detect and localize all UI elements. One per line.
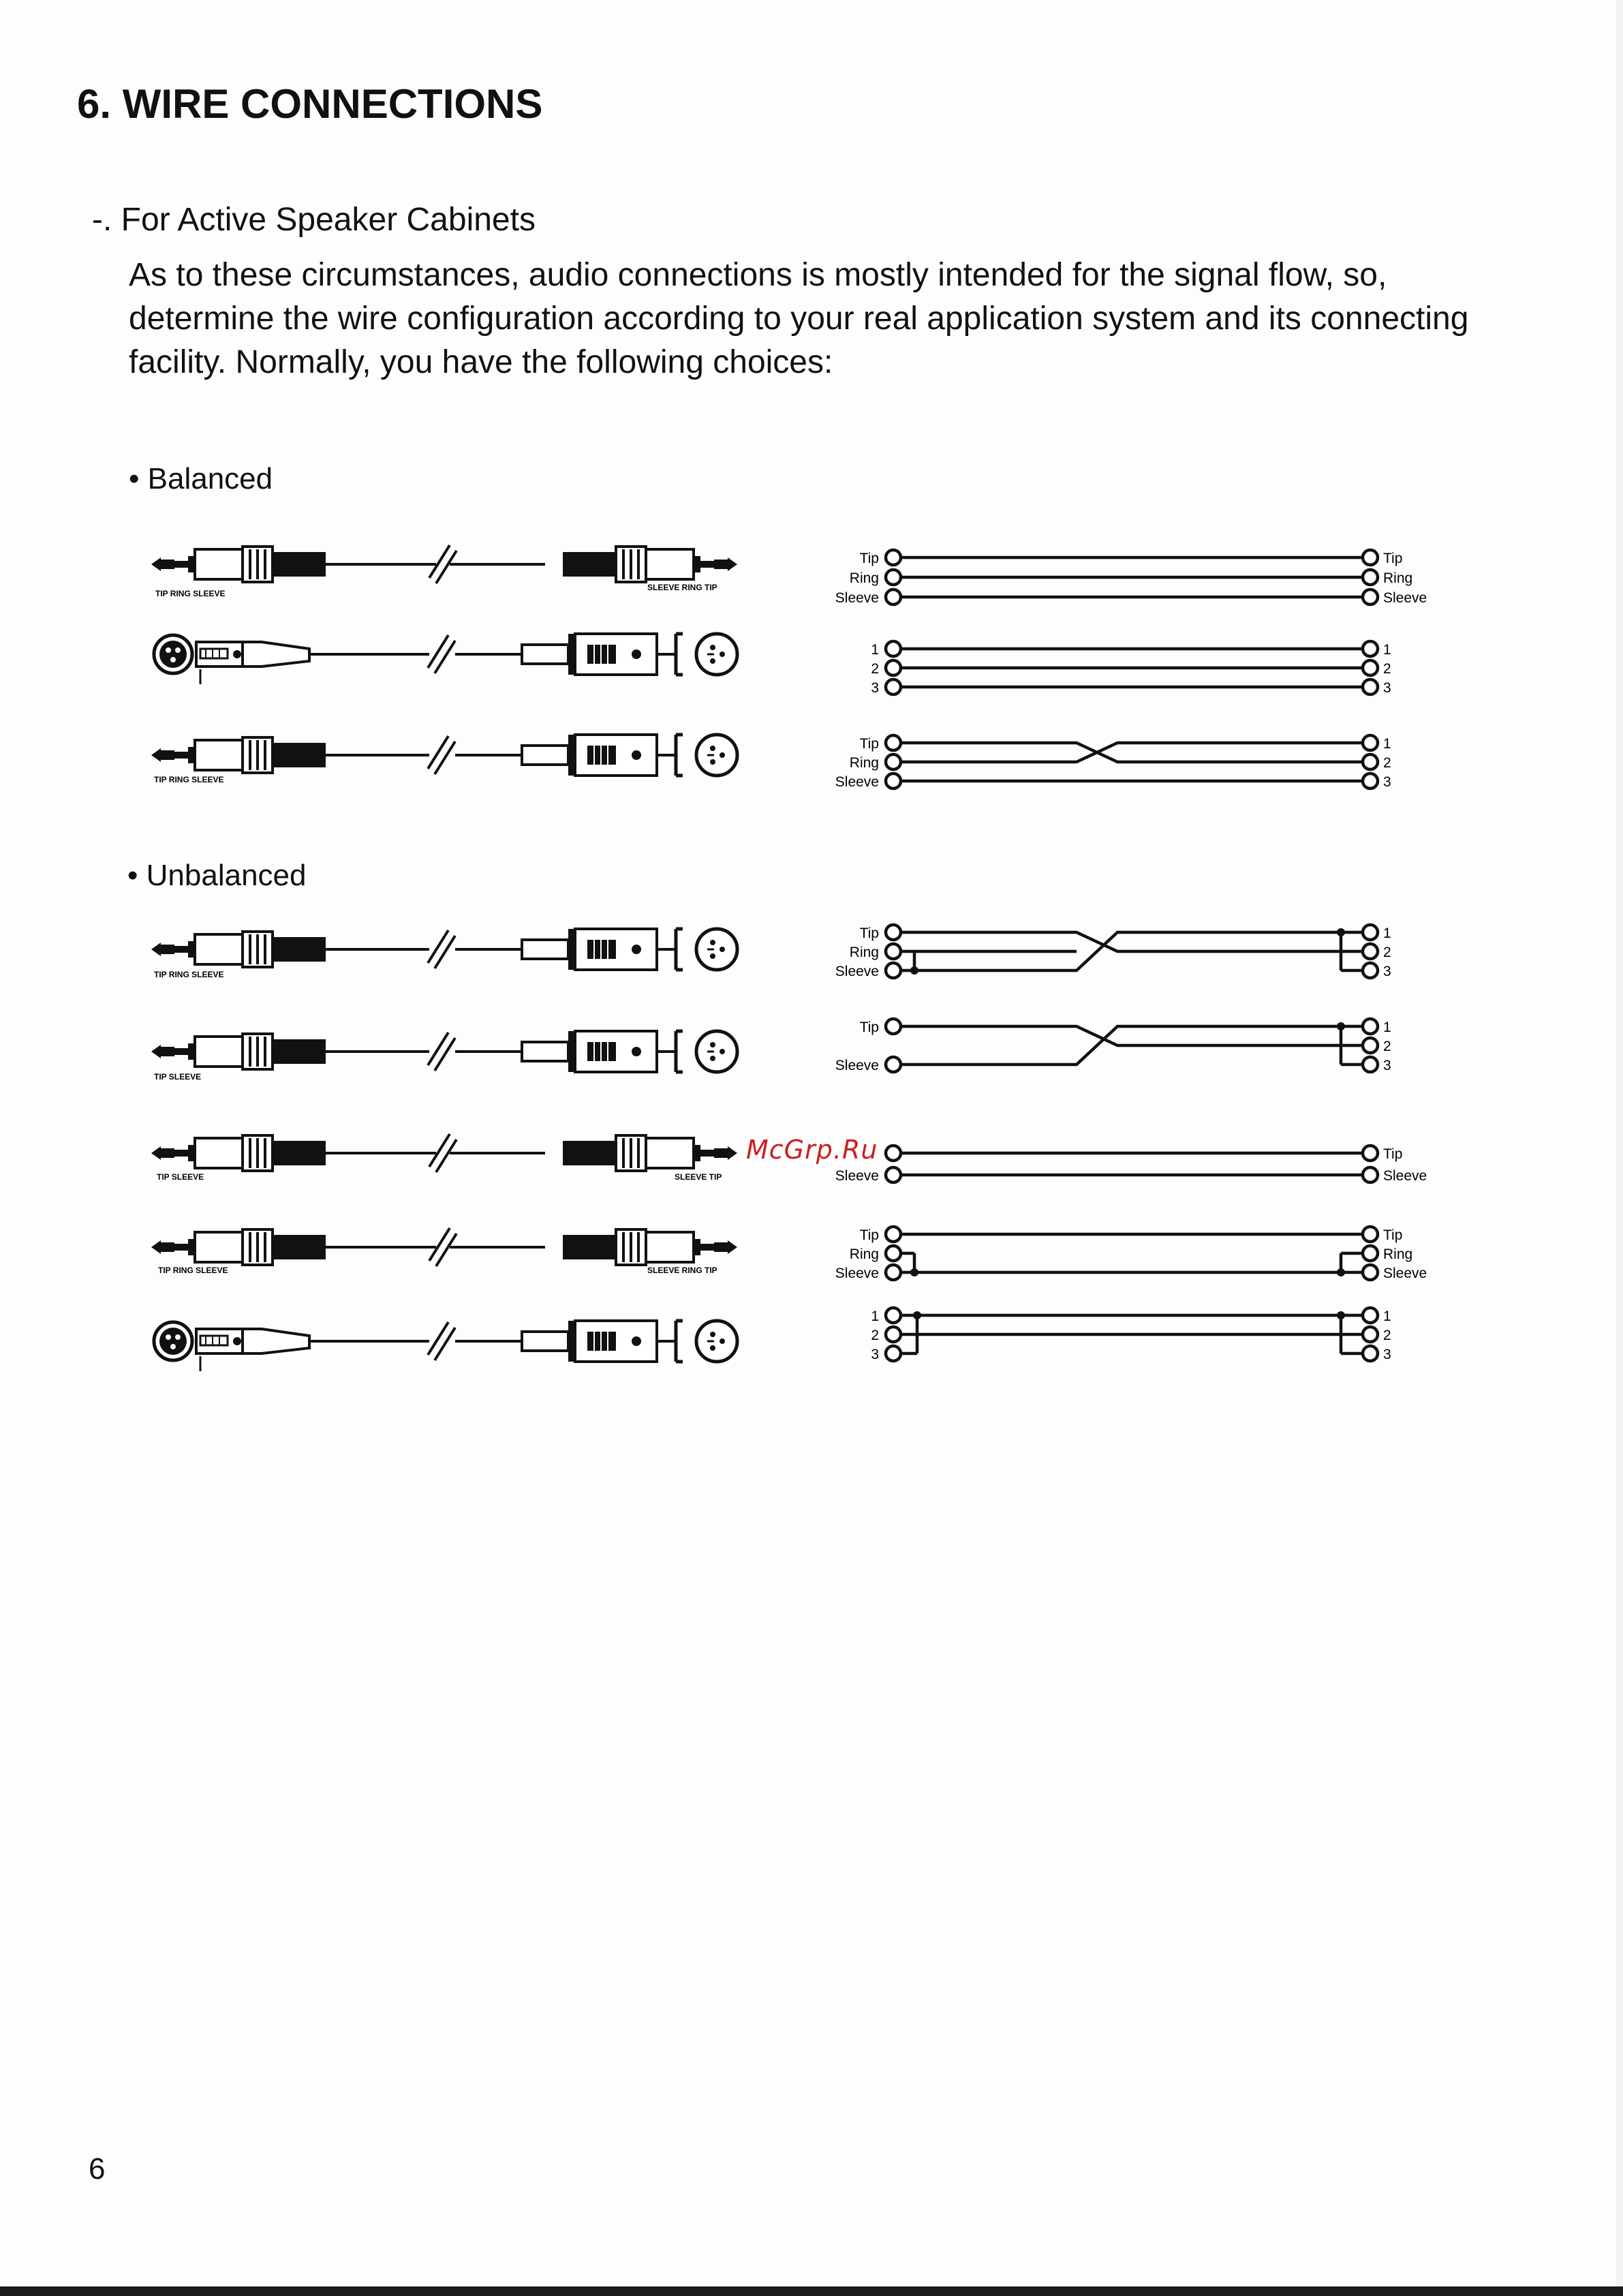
page-number: 6 — [89, 2152, 106, 2186]
wire-tip: Tip — [859, 736, 879, 752]
pin-2: 2 — [1383, 1328, 1391, 1343]
schematic-trs-trs — [901, 557, 1363, 597]
schematic-unbal-xlr-xlr — [901, 1315, 1363, 1353]
pin-1: 1 — [1383, 925, 1391, 941]
section-subtitle: -. For Active Speaker Cabinets — [92, 202, 536, 238]
pin-2: 2 — [871, 1328, 879, 1343]
pin-3: 3 — [871, 1347, 879, 1362]
balanced-heading: • Balanced — [129, 462, 273, 495]
pin-3: 3 — [1383, 964, 1391, 979]
cable-trs-to-xlr — [151, 735, 737, 776]
pin-3: 3 — [1383, 1058, 1391, 1073]
wire-sleeve: Sleeve — [835, 774, 879, 790]
pin-2: 2 — [871, 661, 879, 677]
wire-sleeve: Sleeve — [835, 1168, 879, 1184]
schematic-xlr-xlr — [901, 649, 1363, 687]
pin-1: 1 — [871, 1308, 879, 1324]
wire-tip: Tip — [859, 551, 879, 566]
cable-unbal-xlr-to-xlr — [154, 1321, 737, 1371]
pin-3: 3 — [1383, 1347, 1391, 1362]
schematic-ts-xlr — [901, 1026, 1363, 1065]
wire-ring: Ring — [1383, 570, 1413, 586]
pin-2: 2 — [1383, 661, 1391, 677]
pin-1: 1 — [1383, 1020, 1391, 1035]
wire-tip: Tip — [859, 925, 879, 941]
scan-bottom-edge — [0, 2286, 1623, 2296]
label-tip-ring-sleeve-3: TIP RING SLEEVE — [154, 970, 224, 979]
watermark: McGrp.Ru — [746, 1135, 878, 1165]
page-title: 6. WIRE CONNECTIONS — [77, 81, 543, 127]
wire-sleeve: Sleeve — [835, 590, 879, 606]
cable-xlr-to-xlr — [154, 634, 737, 684]
pin-1: 1 — [1383, 736, 1391, 752]
label-sleeve-ring-tip: SLEEVE RING TIP — [647, 583, 717, 592]
wire-sleeve: Sleeve — [1383, 1266, 1427, 1281]
wire-ring: Ring — [849, 945, 879, 960]
wire-ring: Ring — [849, 1246, 879, 1262]
schematic-ts-ts — [901, 1153, 1363, 1175]
wire-sleeve: Sleeve — [835, 1266, 879, 1281]
pin-2: 2 — [1383, 1039, 1391, 1054]
label-sleeve-tip: SLEEVE TIP — [675, 1172, 722, 1182]
wire-tip: Tip — [859, 1020, 879, 1035]
intro-paragraph: As to these circumstances, audio connections is mostly intended for the signal flow, so, determine the wire configuration according to your real application system and its connecting facility. Normally, you have the following choices: — [129, 257, 1469, 380]
pin-1: 1 — [871, 642, 879, 658]
label-tip-ring-sleeve: TIP RING SLEEVE — [155, 589, 226, 598]
label-tip-sleeve-1: TIP SLEEVE — [154, 1072, 202, 1082]
cable-unbal-ts-to-ts — [151, 1134, 737, 1172]
pin-3: 3 — [1383, 774, 1391, 790]
schematic-trs-xlr — [901, 743, 1363, 781]
pin-3: 3 — [1383, 680, 1391, 696]
pin-2: 2 — [1383, 755, 1391, 771]
unbalanced-heading: • Unbalanced — [127, 859, 307, 892]
wire-ring: Ring — [849, 755, 879, 771]
label-tip-sleeve-2: TIP SLEEVE — [157, 1172, 204, 1182]
wire-sleeve: Sleeve — [835, 1058, 879, 1073]
pin-1: 1 — [1383, 1308, 1391, 1324]
cable-unbal-trs-to-xlr — [151, 929, 737, 970]
wire-tip: Tip — [859, 1227, 879, 1243]
wire-tip: Tip — [1383, 1227, 1403, 1243]
wire-sleeve: Sleeve — [1383, 1168, 1427, 1184]
wire-tip: Tip — [1383, 551, 1403, 566]
wire-sleeve: Sleeve — [1383, 590, 1427, 606]
wire-sleeve: Sleeve — [835, 964, 879, 979]
label-sleeve-ring-tip-2: SLEEVE RING TIP — [647, 1266, 717, 1275]
schematic-unbal-trs-xlr — [901, 932, 1363, 970]
wire-tip: Tip — [1383, 1146, 1403, 1162]
wire-ring: Ring — [849, 570, 879, 586]
cable-unbal-trs-to-trs — [151, 1228, 737, 1266]
cable-trs-to-trs — [151, 545, 737, 583]
wire-ring: Ring — [1383, 1246, 1413, 1262]
pin-1: 1 — [1383, 642, 1391, 658]
label-tip-ring-sleeve-2: TIP RING SLEEVE — [154, 775, 224, 784]
schematic-unbal-trs-trs — [901, 1234, 1363, 1272]
pin-2: 2 — [1383, 945, 1391, 960]
cable-unbal-ts-to-xlr — [151, 1031, 737, 1072]
pin-3: 3 — [871, 680, 879, 696]
label-tip-ring-sleeve-4: TIP RING SLEEVE — [158, 1266, 228, 1275]
